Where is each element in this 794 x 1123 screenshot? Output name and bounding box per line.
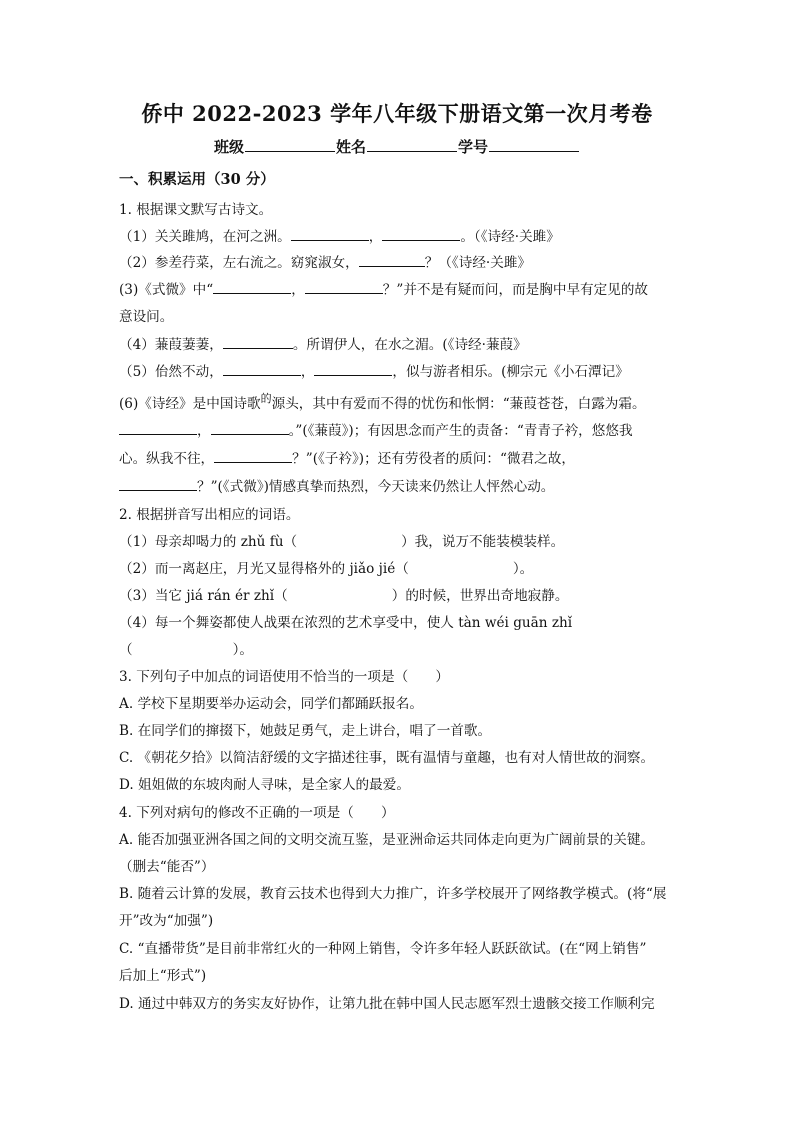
answer-blank[interactable] — [119, 477, 197, 491]
text: (3)《式微》中“ — [119, 282, 214, 298]
q2-line-1 — [119, 532, 564, 552]
name-label: 姓名 — [335, 138, 366, 156]
text: 。”(《蒹葭》)；有因思念而产生的责备：“青青子衿，悠悠我 — [288, 423, 633, 439]
section-heading: 一、积累运用（30 分） — [119, 171, 275, 188]
answer-blank[interactable] — [214, 449, 292, 463]
text: ？（《诗经·关雎》 — [424, 255, 532, 271]
q4-option-c-cont: 后加上“形式”) — [119, 968, 207, 984]
answer-blank[interactable] — [291, 227, 369, 241]
answer-blank[interactable] — [223, 362, 301, 376]
q1-line-1 — [119, 227, 560, 247]
q4-stem: 4. 下列对病句的修改不正确的一项是（ ） — [119, 805, 395, 821]
class-blank[interactable] — [245, 137, 335, 152]
q1-line-9 — [119, 477, 554, 497]
text: ）。 — [232, 642, 253, 658]
text: （1）关关雎鸠，在河之洲。 — [119, 229, 291, 245]
text: （3）当它 jiá rán ér zhǐ（ — [119, 588, 288, 604]
q4-option-d[interactable]: D. 通过中韩双方的务实友好协作，让第九批在韩中国人民志愿军烈士遗骸交接工作顺利完 — [119, 996, 655, 1012]
text: （4）蒹葭萋萋， — [119, 337, 223, 353]
text: （2）参差荇菜，左右流之。窈窕淑女， — [119, 255, 359, 271]
text: ，似与游者相乐。(柳宗元《小石潭记》 — [392, 364, 629, 380]
text: （1）母亲却喝力的 zhǔ fù（ — [119, 534, 298, 550]
q1-line-3b: 意设问。 — [119, 309, 174, 325]
q1-stem: 1. 根据课文默写古诗文。 — [119, 202, 273, 218]
q4-option-b[interactable]: B. 随着云计算的发展，教育云技术也得到大力推广，许多学校展开了网络教学模式。(将“展 — [119, 886, 667, 902]
q1-line-5 — [119, 362, 629, 382]
answer-blank[interactable] — [305, 280, 383, 294]
text: 源头，其中有爱而不得的忧伤和怅惘：“蒹葭苍苍，白露为霜。 — [271, 396, 646, 412]
student-info-line — [0, 136, 794, 157]
q3-option-c[interactable]: C. 《朝花夕拾》以简洁舒缓的文字描述往事，既有温情与童趣，也有对人情世故的洞察。 — [119, 750, 655, 766]
text: (6)《诗经》是中国诗歌 — [119, 396, 261, 412]
text: ， — [368, 229, 383, 245]
q3-option-b[interactable]: B. 在同学们的撺掇下，她鼓足勇气，走上讲台，唱了一首歌。 — [119, 723, 492, 739]
text: （ — [119, 642, 133, 658]
q2-line-2 — [119, 559, 533, 579]
q2-line-3 — [119, 586, 568, 606]
q4-option-a-cont: （删去“能否”） — [119, 859, 215, 875]
text: ？”(《子衿》)；还有劳役者的质问：“微君之故， — [292, 451, 575, 467]
answer-blank[interactable] — [382, 227, 460, 241]
text: （2）而一离赵庄，月光又显得格外的 jiǎo jié（ — [119, 561, 409, 577]
class-label: 班级 — [213, 138, 244, 156]
q2-line-4 — [119, 613, 572, 633]
answer-blank[interactable] — [119, 421, 197, 435]
text: 心。纵我不往， — [119, 451, 215, 467]
text: 。所谓伊人，在水之湄。(《诗经·蒹葭》 — [292, 337, 527, 353]
q3-stem: 3. 下列句子中加点的词语使用不恰当的一项是（ ） — [119, 669, 449, 685]
id-blank[interactable] — [489, 137, 579, 152]
text: （5）佁然不动， — [119, 364, 223, 380]
text: ）。 — [512, 561, 534, 577]
text: ， — [197, 423, 211, 439]
page-title: 侨中 2022-2023 学年八年级下册语文第一次月考卷 — [141, 101, 653, 126]
q3-option-a[interactable]: A. 学校下星期要举办运动会，同学们都踊跃报名。 — [119, 696, 423, 712]
answer-blank[interactable] — [211, 421, 289, 435]
q3-option-d[interactable]: D. 姐姐做的东坡肉耐人寻味，是全家人的最爱。 — [119, 777, 410, 793]
q1-line-2 — [119, 253, 531, 273]
text: ， — [300, 364, 315, 380]
q2-stem: 2. 根据拼音写出相应的词语。 — [119, 507, 300, 523]
id-label: 学号 — [458, 138, 489, 156]
name-blank[interactable] — [367, 137, 457, 152]
q1-line-8 — [119, 449, 575, 469]
answer-blank[interactable] — [314, 362, 392, 376]
text: ？”(《式微》)情感真挚而热烈，今天读来仍然让人怦然心动。 — [197, 479, 555, 495]
text: 的 — [260, 392, 272, 405]
text: （4）每一个舞姿都使人战栗在浓烈的艺术享受中，使人 tàn wéi guān zhǐ — [119, 615, 573, 631]
answer-blank[interactable] — [359, 253, 425, 267]
text: ？”并不是有疑而问，而是胸中早有定见的故 — [382, 282, 649, 298]
text: ， — [291, 282, 305, 298]
q2-line-4b — [119, 640, 253, 660]
answer-blank[interactable] — [223, 335, 293, 349]
q1-line-7 — [119, 421, 633, 441]
text: ）我，说万不能装模装样。 — [401, 534, 565, 550]
answer-blank[interactable] — [213, 280, 291, 294]
q1-line-4 — [119, 335, 527, 355]
q1-line-6 — [119, 394, 646, 415]
text: ）的时候，世界出奇地寂静。 — [391, 588, 569, 604]
q4-option-b-cont: 开”改为“加强”) — [119, 913, 214, 929]
q1-line-3 — [119, 280, 648, 300]
text: 。（《诗经·关雎》 — [460, 229, 560, 245]
q4-option-c[interactable]: C. “直播带货”是目前非常红火的一种网上销售，令许多年轻人跃跃欲试。(在“网上销售” — [119, 941, 647, 957]
q4-option-a[interactable]: A. 能否加强亚洲各国之间的文明交流互鉴，是亚洲命运共同体走向更为广阔前景的关键。 — [119, 832, 655, 848]
